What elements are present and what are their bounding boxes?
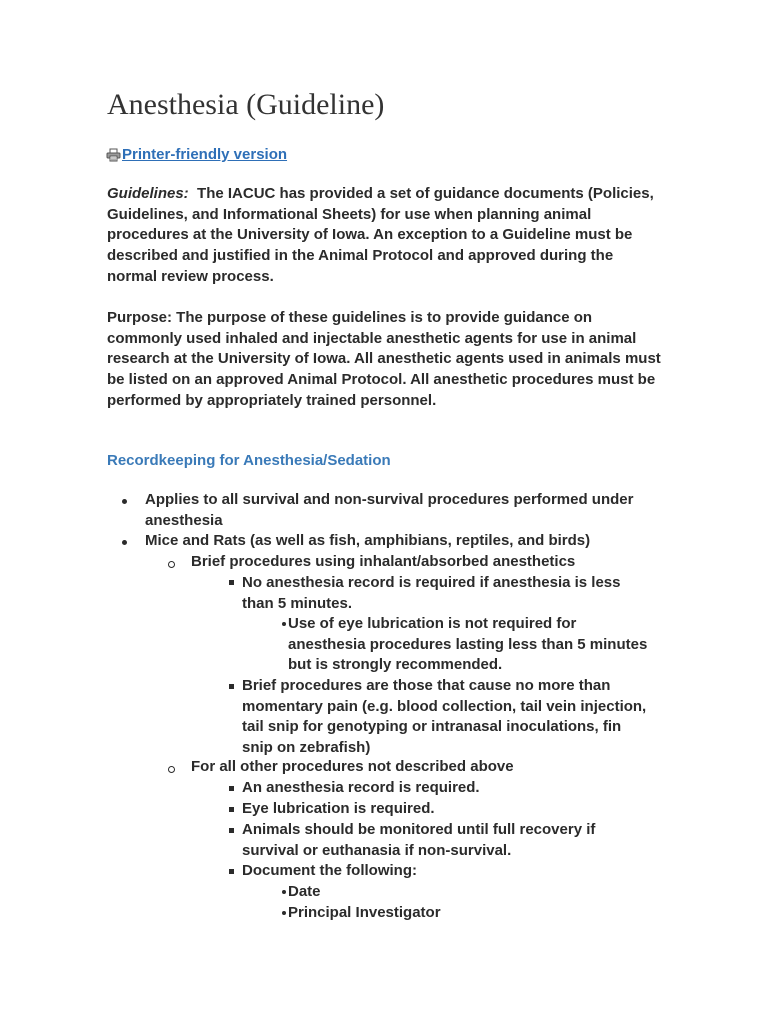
bullet-square: [229, 869, 234, 874]
list-item: Animals should be monitored until full recovery if survival or euthanasia if non-survival.: [242, 821, 596, 859]
bullet-disc: [282, 890, 286, 894]
guidelines-label: Guidelines:: [107, 185, 189, 202]
bullet-square: [229, 786, 234, 791]
printer-icon[interactable]: [106, 148, 121, 162]
page-title: Anesthesia (Guideline): [107, 88, 385, 121]
purpose-paragraph: Purpose: The purpose of these guidelines is to provide guidance on commonly used inhaled and injectable anesthetic agents for use in animal research at the University of Iowa. All anesthetic agents used in animals must be listed on an approved Animal Protocol. All anesthetic procedures must be performed by appropriately trained personnel.: [107, 309, 661, 409]
list-item-text: No anesthesia record is required if anesthesia is less than 5 minutes.: [242, 574, 621, 612]
bullet-disc: [282, 622, 286, 626]
bullet-square: [229, 684, 234, 689]
list-item: Use of eye lubrication is not required for anesthesia procedures lasting less than 5 minutes but is strongly recommended.: [288, 615, 648, 674]
list-item: Mice and Rats (as well as fish, amphibians, reptiles, and birds): [145, 532, 591, 549]
list-item: Brief procedures are those that cause no more than momentary pain (e.g. blood collection, tail vein injection, tail snip for genotyping or intranasal inoculations, fin snip on zebrafish): [242, 677, 647, 757]
bullet-circle: [168, 561, 175, 568]
bullet-square: [229, 828, 234, 833]
printer-friendly-link-row[interactable]: [106, 146, 287, 163]
guidelines-paragraph: [107, 184, 667, 288]
bullet-circle: [168, 766, 175, 773]
list-item: For all other procedures not described above: [191, 758, 514, 775]
bullet-square: [229, 807, 234, 812]
list-item: [242, 573, 654, 614]
bullet-disc: [122, 540, 127, 545]
printer-friendly-link[interactable]: Printer-friendly version: [122, 146, 288, 163]
list-item: An anesthesia record is required.: [242, 779, 480, 796]
bullet-disc: [282, 911, 286, 915]
list-item: Date: [288, 883, 321, 900]
guidelines-text: The IACUC has provided a set of guidance documents (Policies, Guidelines, and Informational Sheets) for use when planning animal procedures at the University of Iowa. An exception to a Guideline must be described and justified in the Animal Protocol and approved during the normal review process.: [107, 185, 654, 285]
list-item: Brief procedures using inhalant/absorbed anesthetics: [191, 553, 576, 570]
list-item: Principal Investigator: [288, 904, 441, 921]
list-item: Eye lubrication is required.: [242, 800, 435, 817]
list-item: Applies to all survival and non-survival procedures performed under anesthesia: [145, 491, 634, 529]
bullet-square: [229, 580, 234, 585]
bullet-disc: [122, 499, 127, 504]
recordkeeping-heading: Recordkeeping for Anesthesia/Sedation: [107, 452, 391, 469]
list-item: Document the following:: [242, 862, 417, 879]
